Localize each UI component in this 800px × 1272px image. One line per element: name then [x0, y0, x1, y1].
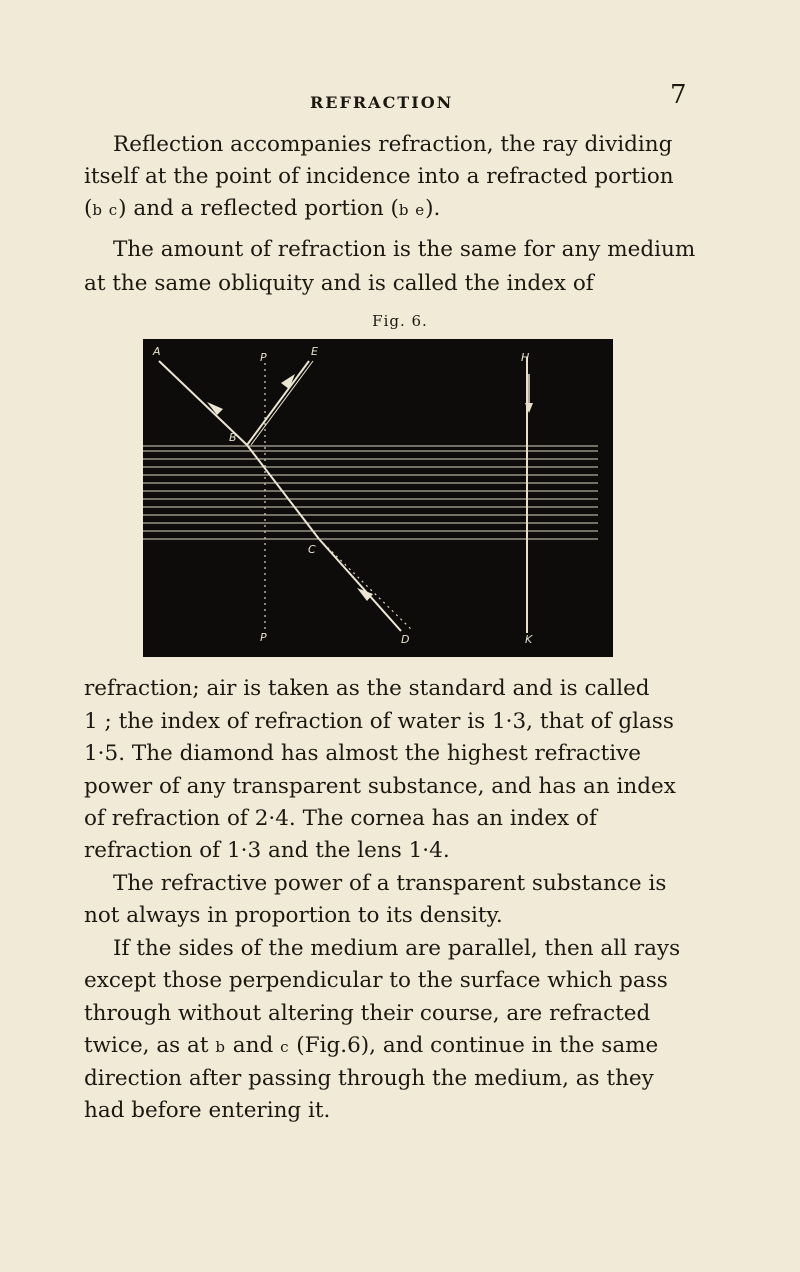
text-line: not always in proportion to its density. [84, 903, 503, 928]
figure-caption: Fig. 6. [372, 312, 428, 330]
figure-background [143, 339, 613, 657]
figure-refraction-diagram [143, 339, 613, 657]
text-line: refraction of 1·3 and the lens 1·4. [84, 838, 450, 863]
label-b: B [229, 431, 237, 444]
running-title: REFRACTION [310, 93, 454, 112]
label-p-top: P [260, 351, 267, 364]
refraction-diagram [143, 339, 613, 657]
text-line: power of any transparent substance, and has an index [84, 774, 676, 799]
text-line: had before entering it. [84, 1098, 331, 1123]
text-line: Reflection accompanies refraction, the ray dividing [113, 132, 673, 157]
text-line: refraction; air is taken as the standard and is called [84, 676, 650, 701]
label-d: D [401, 633, 410, 646]
text-line: 1 ; the index of refraction of water is 1·3, that of glass [84, 709, 674, 734]
label-c: C [308, 543, 316, 556]
text-line: of refraction of 2·4. The cornea has an index of [84, 806, 597, 831]
page-number: 7 [670, 80, 687, 110]
text-line: itself at the point of incidence into a refracted portion [84, 164, 674, 189]
label-p-bottom: P [260, 631, 267, 644]
text-line: direction after passing through the medium, as they [84, 1066, 654, 1091]
label-a: A [153, 345, 161, 358]
label-h: H [521, 351, 530, 364]
text-line: through without altering their course, are refracted [84, 1001, 651, 1026]
text-line: The amount of refraction is the same for any medium [113, 237, 696, 262]
text-line: twice, as at b and c (Fig.6), and continue in the same [84, 1033, 659, 1058]
text-line: The refractive power of a transparent substance is [113, 871, 667, 896]
text-line: If the sides of the medium are parallel, then all rays [113, 936, 681, 961]
text-line: 1·5. The diamond has almost the highest refractive [84, 741, 641, 766]
label-e: E [311, 345, 318, 358]
text-line: at the same obliquity and is called the index of [84, 271, 594, 296]
text-line: (b c) and a reflected portion (b e). [84, 196, 441, 221]
text-line: except those perpendicular to the surface which pass [84, 968, 668, 993]
label-k: K [525, 633, 533, 646]
